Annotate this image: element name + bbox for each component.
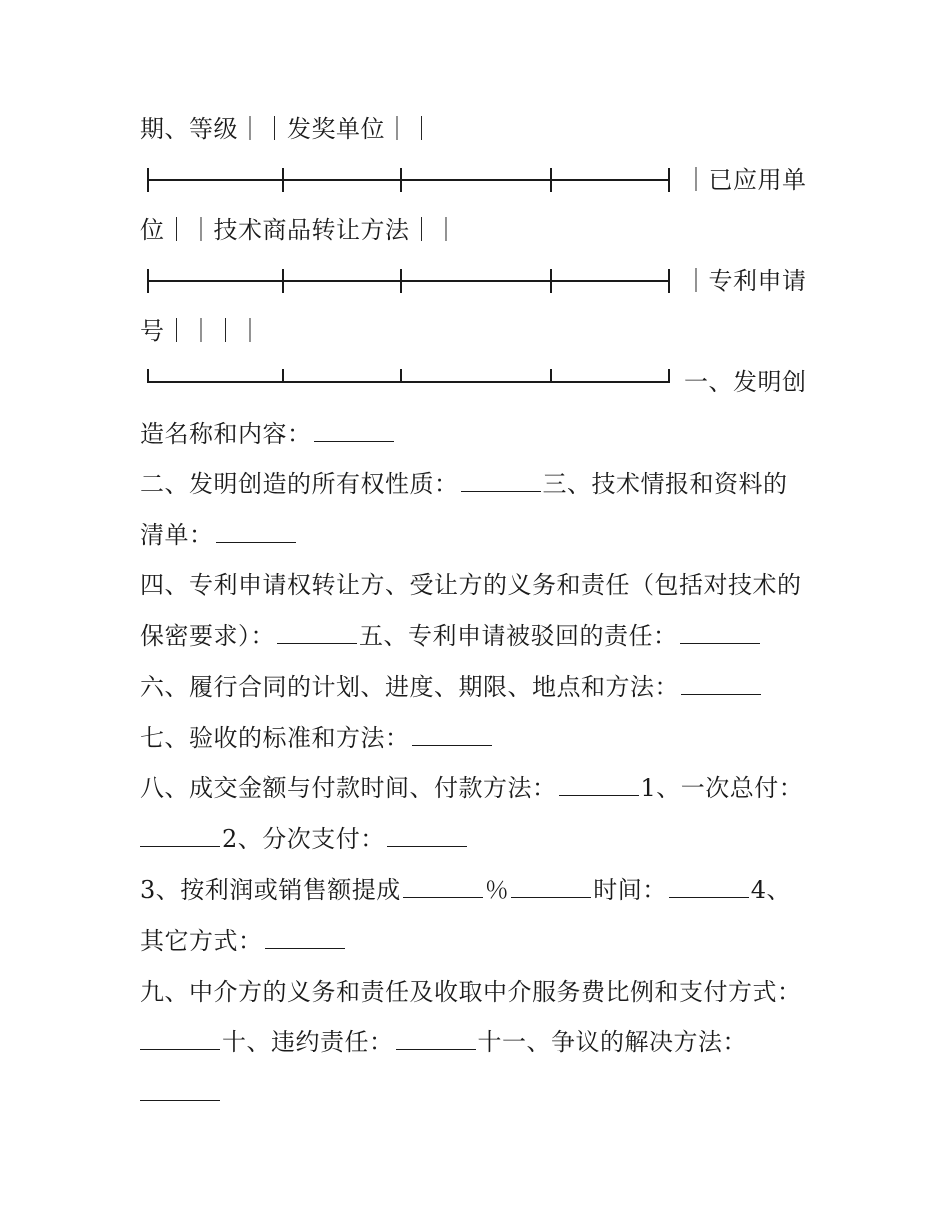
item-8-line-2: [140, 823, 469, 855]
form-line-6-tail: 一、发明创: [684, 368, 807, 396]
item-10-blank[interactable]: [396, 1027, 476, 1050]
form-line-2-tail: ｜已应用单: [684, 166, 807, 194]
item-9-blank[interactable]: [140, 1027, 220, 1050]
item-8-sub4-cont: 其它方式：: [140, 927, 263, 955]
item-9-line: 九、中介方的义务和责任及收取中介服务费比例和支付方式：: [140, 978, 802, 1006]
item-8-sub3-amount-blank[interactable]: [511, 875, 591, 898]
item-8-sub2-blank[interactable]: [387, 824, 467, 847]
item-6-label: 六、履行合同的计划、进度、期限、地点和方法：: [140, 673, 679, 701]
item-3-blank[interactable]: [216, 520, 296, 543]
item-1-blank[interactable]: [314, 419, 394, 442]
item-8-blank[interactable]: [559, 773, 639, 796]
item-7-blank[interactable]: [412, 723, 492, 746]
item-1-label: 造名称和内容：: [140, 420, 312, 448]
item-8-line: [140, 772, 803, 804]
item-2-line: [140, 468, 788, 500]
item-7-line: [140, 722, 494, 754]
item-4-blank[interactable]: [277, 621, 357, 644]
item-3-cont: 清单：: [140, 521, 214, 549]
item-8-label: 八、成交金额与付款时间、付款方法：: [140, 774, 557, 802]
item-4-line: 四、专利申请权转让方、受让方的义务和责任（包括对技术的: [140, 571, 802, 599]
item-11-label: 十一、争议的解决方法：: [477, 1028, 747, 1056]
item-10-line: [140, 1026, 747, 1058]
item-11-blank[interactable]: [140, 1078, 220, 1101]
table-rule-middle: [147, 266, 670, 296]
table-rule-bottom: [147, 366, 670, 396]
item-4-cont: 保密要求）：: [140, 622, 275, 650]
table-rule-middle-svg: [147, 266, 670, 296]
item-5-blank[interactable]: [680, 621, 760, 644]
item-8-sub4-blank[interactable]: [265, 926, 345, 949]
item-11-cont-line: [140, 1077, 222, 1109]
form-line-4-tail: ｜专利申请: [684, 267, 807, 295]
item-8-sub4: 4、: [750, 876, 792, 904]
form-line-1: 期、等级｜｜发奖单位｜｜: [140, 115, 434, 143]
item-3-label: 三、技术情报和资料的: [542, 470, 788, 498]
item-6-line: [140, 671, 763, 703]
table-rule-top-svg: [147, 165, 670, 195]
item-1-line: [140, 418, 396, 450]
item-8-sub3-time: 时间：: [593, 876, 667, 904]
item-8-line-4: [140, 925, 347, 957]
item-4-cont-line: [140, 620, 762, 652]
item-8-sub2: 2、分次支付：: [222, 825, 385, 853]
item-8-sub3-time-blank[interactable]: [669, 875, 749, 898]
item-8-line-3: [140, 874, 791, 906]
form-line-3: 位｜｜技术商品转让方法｜｜: [140, 216, 459, 244]
table-rule-top: [147, 165, 670, 195]
item-10-label: 十、违约责任：: [222, 1028, 394, 1056]
item-6-blank[interactable]: [681, 672, 761, 695]
form-line-5: 号｜｜｜｜: [140, 317, 263, 345]
item-8-sub3: 3、按利润或销售额提成: [140, 876, 401, 904]
item-7-label: 七、验收的标准和方法：: [140, 724, 410, 752]
item-8-sub1-blank[interactable]: [140, 824, 220, 847]
item-8-sub1: 1、一次总付：: [640, 774, 804, 802]
table-rule-bottom-svg: [147, 366, 670, 396]
item-2-label: 二、发明创造的所有权性质：: [140, 470, 459, 498]
item-8-sub3-percent-blank[interactable]: [403, 875, 483, 898]
item-5-label: 五、专利申请被驳回的责任：: [359, 622, 678, 650]
item-2-blank[interactable]: [461, 469, 541, 492]
item-3-cont-line: [140, 519, 298, 551]
item-8-sub3-percent: ％: [484, 876, 510, 904]
